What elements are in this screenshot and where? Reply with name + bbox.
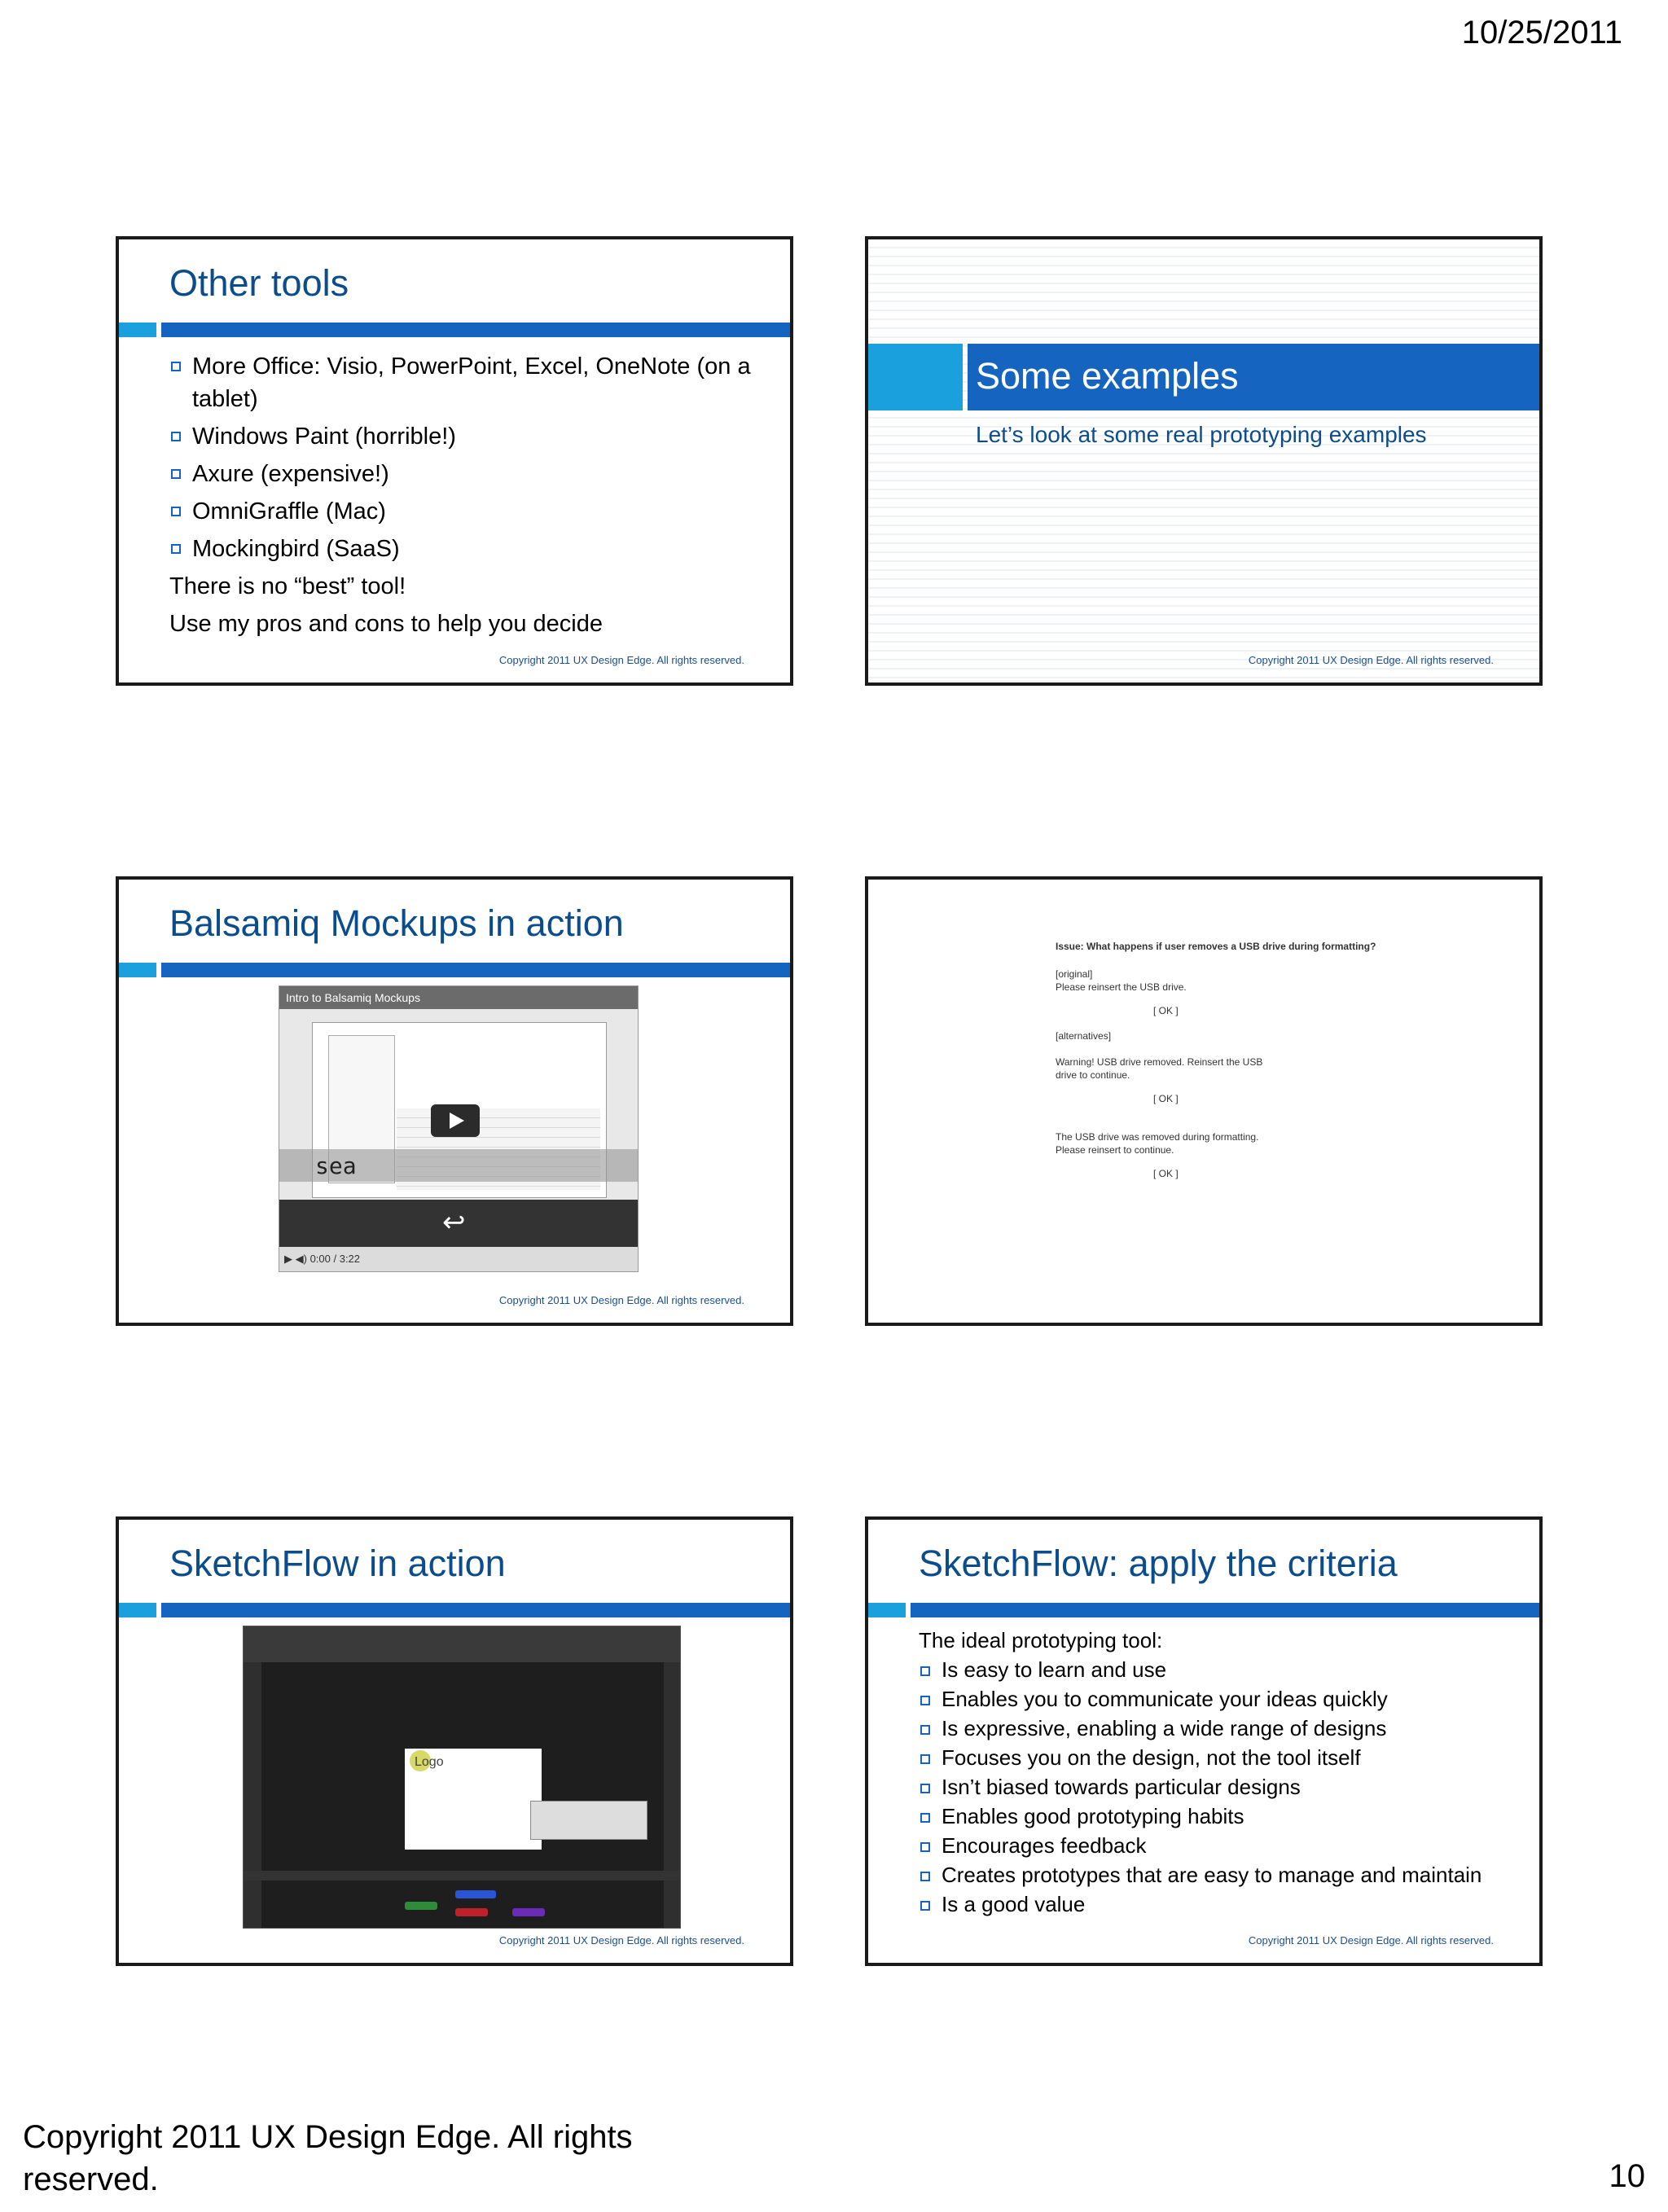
canvas-logo-text: Logo: [415, 1755, 444, 1769]
flow-node: [512, 1908, 545, 1916]
list-item: There is no “best” tool!: [169, 573, 406, 599]
title-underline-bar: [161, 963, 790, 977]
ok-button-text: [ OK ]: [1153, 1168, 1179, 1179]
page-number: 10: [1609, 2158, 1645, 2194]
alternatives-label: [alternatives]: [1056, 1030, 1112, 1042]
play-button[interactable]: [431, 1104, 480, 1137]
list-item: Axure (expensive!): [169, 458, 757, 490]
ok-button-text: [ OK ]: [1153, 1093, 1179, 1104]
original-text: Please reinsert the USB drive.: [1056, 981, 1187, 993]
title-underline-bar: [161, 1603, 790, 1617]
sketchflow-screenshot: [243, 1626, 681, 1929]
slide-usb-example: [865, 876, 1543, 1326]
alt2-text-line2: Please reinsert to continue.: [1056, 1144, 1174, 1156]
alt1-text-line1: Warning! USB drive removed. Reinsert the USB: [1056, 1056, 1263, 1068]
alt1-text-line2: drive to continue.: [1056, 1069, 1130, 1081]
title-accent-block: [868, 344, 963, 410]
list-item: Is a good value: [919, 1889, 1507, 1919]
title-accent-bar: [119, 323, 156, 337]
alt2-text-line1: The USB drive was removed during formatting.: [1056, 1131, 1259, 1143]
list-item: Creates prototypes that are easy to manage and maintain: [919, 1860, 1507, 1889]
list-item: Use my pros and cons to help you decide: [169, 611, 603, 637]
slide-sketchflow-criteria: [865, 1516, 1543, 1966]
slide-subtitle: Let’s look at some real prototyping examples: [976, 422, 1427, 447]
title-underline-bar: [911, 1603, 1539, 1617]
bullet-list: [169, 350, 757, 645]
canvas-popup: [530, 1801, 647, 1840]
video-time: 0:00 / 3:22: [309, 1253, 361, 1265]
list-item: Is easy to learn and use: [919, 1655, 1507, 1684]
list-intro: The ideal prototyping tool:: [919, 1628, 1163, 1652]
properties-panel: [664, 1662, 680, 1928]
list-item: Mockingbird (SaaS): [169, 533, 757, 565]
slide-background: [868, 239, 1539, 682]
volume-icon[interactable]: ◀): [295, 1253, 307, 1265]
ok-button-text: [ OK ]: [1153, 1005, 1179, 1016]
list-item: Isn’t biased towards particular designs: [919, 1772, 1507, 1802]
slide-title: SketchFlow in action: [169, 1543, 506, 1584]
list-item: Encourages feedback: [919, 1831, 1507, 1860]
title-accent-bar: [119, 1603, 156, 1617]
play-icon[interactable]: ▶: [284, 1253, 292, 1265]
title-underline-bar: [161, 323, 790, 337]
list-item: Focuses you on the design, not the tool itself: [919, 1743, 1507, 1772]
slide-balsamiq: [116, 876, 793, 1326]
slide-title: SketchFlow: apply the criteria: [919, 1543, 1398, 1584]
slide-copyright: Copyright 2011 UX Design Edge. All rights reserved.: [498, 1934, 744, 1946]
timeline-bar: [244, 1871, 680, 1881]
slide-title: Other tools: [169, 262, 349, 304]
video-overlay-text: sea: [315, 1152, 357, 1179]
app-toolbar: [244, 1626, 680, 1662]
page-date: 10/25/2011: [1461, 15, 1622, 50]
video-controls[interactable]: [279, 1247, 638, 1271]
page-footer-copyright: Copyright 2011 UX Design Edge. All rights reserved.: [23, 2119, 633, 2197]
issue-text: Issue: What happens if user removes a USB drive during formatting?: [1056, 941, 1376, 952]
list-item: Is expressive, enabling a wide range of designs: [919, 1714, 1507, 1743]
slide-title: Some examples: [976, 355, 1239, 397]
slide-copyright: Copyright 2011 UX Design Edge. All rights reserved.: [1248, 1934, 1494, 1946]
list-item: Enables good prototyping habits: [919, 1802, 1507, 1831]
flow-node: [405, 1902, 437, 1910]
slide-sketchflow: [116, 1516, 793, 1966]
replay-icon[interactable]: ↩: [442, 1207, 466, 1238]
original-label: [original]: [1056, 968, 1093, 980]
list-item: More Office: Visio, PowerPoint, Excel, OneNote (on a tablet): [169, 350, 757, 415]
slide-some-examples: [865, 236, 1543, 686]
title-accent-bar: [868, 1603, 906, 1617]
video-player[interactable]: [279, 985, 639, 1272]
slide-copyright: Copyright 2011 UX Design Edge. All rights reserved.: [498, 654, 744, 666]
slide-copyright: Copyright 2011 UX Design Edge. All rights reserved.: [498, 1294, 744, 1306]
list-item: OmniGraffle (Mac): [169, 495, 757, 528]
list-item: Windows Paint (horrible!): [169, 420, 757, 453]
flow-node: [455, 1890, 496, 1898]
list-item: Enables you to communicate your ideas quickly: [919, 1684, 1507, 1714]
slide-copyright: Copyright 2011 UX Design Edge. All rights reserved.: [1248, 654, 1494, 666]
slide-title: Balsamiq Mockups in action: [169, 902, 624, 944]
criteria-list: [919, 1626, 1507, 1919]
tools-panel: [244, 1662, 261, 1928]
video-title: Intro to Balsamiq Mockups: [279, 986, 638, 1009]
flow-node: [455, 1908, 488, 1916]
title-accent-bar: [119, 963, 156, 977]
slide-other-tools: [116, 236, 793, 686]
